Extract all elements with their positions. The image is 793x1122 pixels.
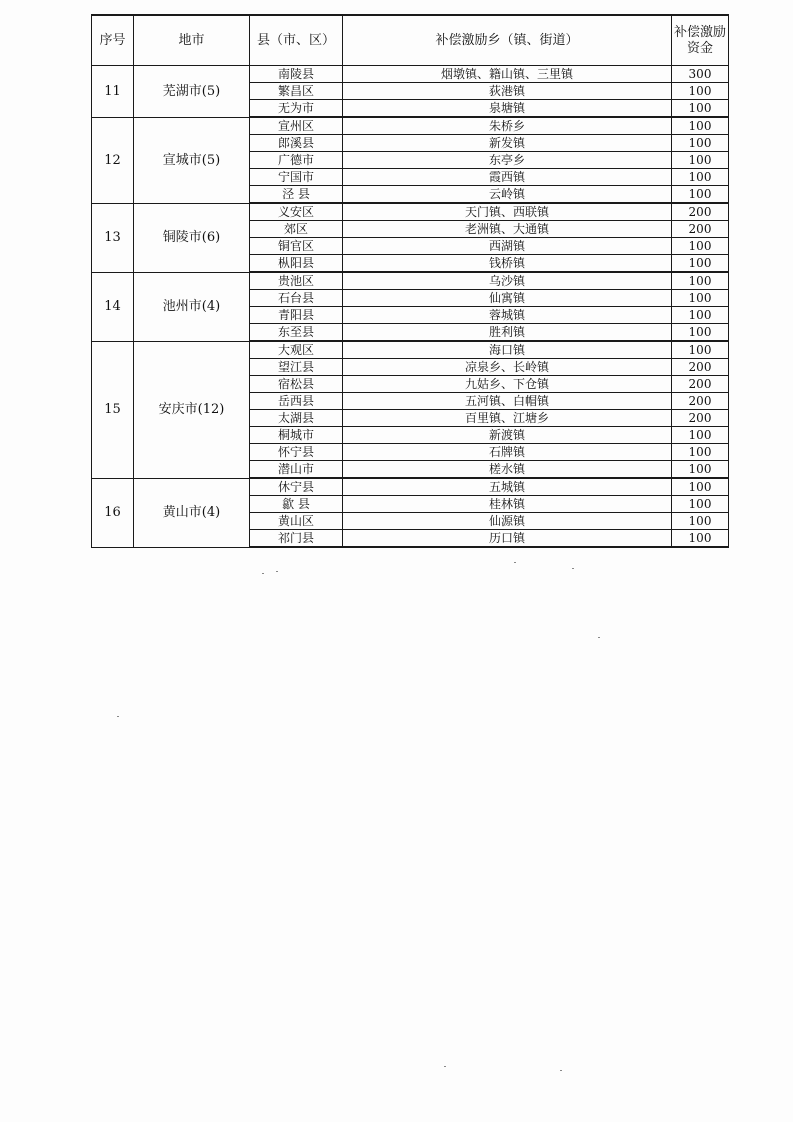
townships-cell: 仙寓镇 bbox=[343, 290, 672, 307]
seq-cell: 13 bbox=[92, 203, 134, 272]
townships-cell: 仙源镇 bbox=[343, 513, 672, 530]
fund-cell: 100 bbox=[672, 272, 729, 290]
county-cell: 繁昌区 bbox=[250, 83, 343, 100]
county-cell: 大观区 bbox=[250, 341, 343, 359]
townships-cell: 荻港镇 bbox=[343, 83, 672, 100]
fund-cell: 100 bbox=[672, 117, 729, 135]
county-cell: 郎溪县 bbox=[250, 135, 343, 152]
scan-speck bbox=[514, 562, 516, 563]
townships-cell: 烟墩镇、籍山镇、三里镇 bbox=[343, 66, 672, 83]
city-cell: 池州市(4) bbox=[134, 272, 250, 341]
townships-cell: 胜利镇 bbox=[343, 324, 672, 342]
table-row bbox=[92, 272, 729, 290]
fund-cell: 100 bbox=[672, 152, 729, 169]
county-cell: 桐城市 bbox=[250, 427, 343, 444]
scan-speck bbox=[560, 1070, 562, 1071]
townships-cell: 百里镇、江塘乡 bbox=[343, 410, 672, 427]
fund-cell: 100 bbox=[672, 427, 729, 444]
seq-cell: 15 bbox=[92, 341, 134, 478]
fund-cell: 100 bbox=[672, 83, 729, 100]
scan-speck bbox=[262, 573, 264, 574]
fund-cell: 100 bbox=[672, 461, 729, 479]
fund-cell: 100 bbox=[672, 324, 729, 342]
compensation-table bbox=[91, 14, 729, 548]
fund-cell: 100 bbox=[672, 238, 729, 255]
townships-cell: 新渡镇 bbox=[343, 427, 672, 444]
county-cell: 怀宁县 bbox=[250, 444, 343, 461]
seq-cell: 11 bbox=[92, 66, 134, 118]
county-cell: 太湖县 bbox=[250, 410, 343, 427]
scan-speck bbox=[444, 1066, 446, 1067]
fund-cell: 100 bbox=[672, 290, 729, 307]
townships-cell: 桂林镇 bbox=[343, 496, 672, 513]
townships-cell: 海口镇 bbox=[343, 341, 672, 359]
city-cell: 黄山市(4) bbox=[134, 478, 250, 547]
townships-cell: 老洲镇、大通镇 bbox=[343, 221, 672, 238]
table-body bbox=[92, 66, 729, 548]
county-cell: 义安区 bbox=[250, 203, 343, 221]
fund-cell: 100 bbox=[672, 478, 729, 496]
county-cell: 宿松县 bbox=[250, 376, 343, 393]
fund-cell: 200 bbox=[672, 359, 729, 376]
city-cell: 铜陵市(6) bbox=[134, 203, 250, 272]
county-cell: 泾 县 bbox=[250, 186, 343, 204]
header-row bbox=[92, 15, 729, 66]
county-cell: 贵池区 bbox=[250, 272, 343, 290]
county-cell: 东至县 bbox=[250, 324, 343, 342]
fund-cell: 100 bbox=[672, 513, 729, 530]
fund-cell: 100 bbox=[672, 496, 729, 513]
fund-cell: 200 bbox=[672, 376, 729, 393]
fund-cell: 100 bbox=[672, 169, 729, 186]
county-cell: 郊区 bbox=[250, 221, 343, 238]
fund-cell: 200 bbox=[672, 410, 729, 427]
table-row bbox=[92, 66, 729, 83]
townships-cell: 九姑乡、下仓镇 bbox=[343, 376, 672, 393]
townships-cell: 新发镇 bbox=[343, 135, 672, 152]
header-fund: 补偿激励资金 bbox=[672, 15, 729, 66]
townships-cell: 槎水镇 bbox=[343, 461, 672, 479]
fund-cell: 100 bbox=[672, 530, 729, 548]
table-row bbox=[92, 341, 729, 359]
county-cell: 休宁县 bbox=[250, 478, 343, 496]
townships-cell: 乌沙镇 bbox=[343, 272, 672, 290]
townships-cell: 西湖镇 bbox=[343, 238, 672, 255]
fund-cell: 100 bbox=[672, 186, 729, 204]
townships-cell: 石牌镇 bbox=[343, 444, 672, 461]
table-row bbox=[92, 478, 729, 496]
table-row bbox=[92, 203, 729, 221]
header-county: 县（市、区） bbox=[250, 15, 343, 66]
fund-cell: 100 bbox=[672, 135, 729, 152]
seq-cell: 12 bbox=[92, 117, 134, 203]
county-cell: 歙 县 bbox=[250, 496, 343, 513]
fund-cell: 100 bbox=[672, 444, 729, 461]
fund-cell: 100 bbox=[672, 100, 729, 118]
table-header bbox=[92, 15, 729, 66]
scan-speck bbox=[572, 568, 574, 569]
fund-cell: 200 bbox=[672, 203, 729, 221]
scan-speck bbox=[117, 716, 119, 717]
townships-cell: 五城镇 bbox=[343, 478, 672, 496]
table-row bbox=[92, 117, 729, 135]
townships-cell: 天门镇、西联镇 bbox=[343, 203, 672, 221]
county-cell: 无为市 bbox=[250, 100, 343, 118]
county-cell: 枞阳县 bbox=[250, 255, 343, 273]
townships-cell: 泉塘镇 bbox=[343, 100, 672, 118]
townships-cell: 霞西镇 bbox=[343, 169, 672, 186]
county-cell: 祁门县 bbox=[250, 530, 343, 548]
county-cell: 宣州区 bbox=[250, 117, 343, 135]
townships-cell: 云岭镇 bbox=[343, 186, 672, 204]
city-cell: 宣城市(5) bbox=[134, 117, 250, 203]
header-seq: 序号 bbox=[92, 15, 134, 66]
county-cell: 黄山区 bbox=[250, 513, 343, 530]
seq-cell: 14 bbox=[92, 272, 134, 341]
county-cell: 青阳县 bbox=[250, 307, 343, 324]
scan-speck bbox=[598, 637, 600, 638]
seq-cell: 16 bbox=[92, 478, 134, 547]
fund-cell: 100 bbox=[672, 307, 729, 324]
fund-cell: 200 bbox=[672, 221, 729, 238]
county-cell: 潜山市 bbox=[250, 461, 343, 479]
townships-cell: 历口镇 bbox=[343, 530, 672, 548]
townships-cell: 钱桥镇 bbox=[343, 255, 672, 273]
fund-cell: 300 bbox=[672, 66, 729, 83]
city-cell: 安庆市(12) bbox=[134, 341, 250, 478]
scan-speck bbox=[276, 571, 278, 572]
fund-cell: 200 bbox=[672, 393, 729, 410]
header-townships: 补偿激励乡（镇、街道） bbox=[343, 15, 672, 66]
county-cell: 铜官区 bbox=[250, 238, 343, 255]
fund-cell: 100 bbox=[672, 255, 729, 273]
townships-cell: 朱桥乡 bbox=[343, 117, 672, 135]
fund-cell: 100 bbox=[672, 341, 729, 359]
county-cell: 南陵县 bbox=[250, 66, 343, 83]
townships-cell: 凉泉乡、长岭镇 bbox=[343, 359, 672, 376]
county-cell: 岳西县 bbox=[250, 393, 343, 410]
county-cell: 广德市 bbox=[250, 152, 343, 169]
townships-cell: 五河镇、白帽镇 bbox=[343, 393, 672, 410]
townships-cell: 蓉城镇 bbox=[343, 307, 672, 324]
county-cell: 望江县 bbox=[250, 359, 343, 376]
townships-cell: 东亭乡 bbox=[343, 152, 672, 169]
header-city: 地市 bbox=[134, 15, 250, 66]
county-cell: 宁国市 bbox=[250, 169, 343, 186]
county-cell: 石台县 bbox=[250, 290, 343, 307]
city-cell: 芜湖市(5) bbox=[134, 66, 250, 118]
